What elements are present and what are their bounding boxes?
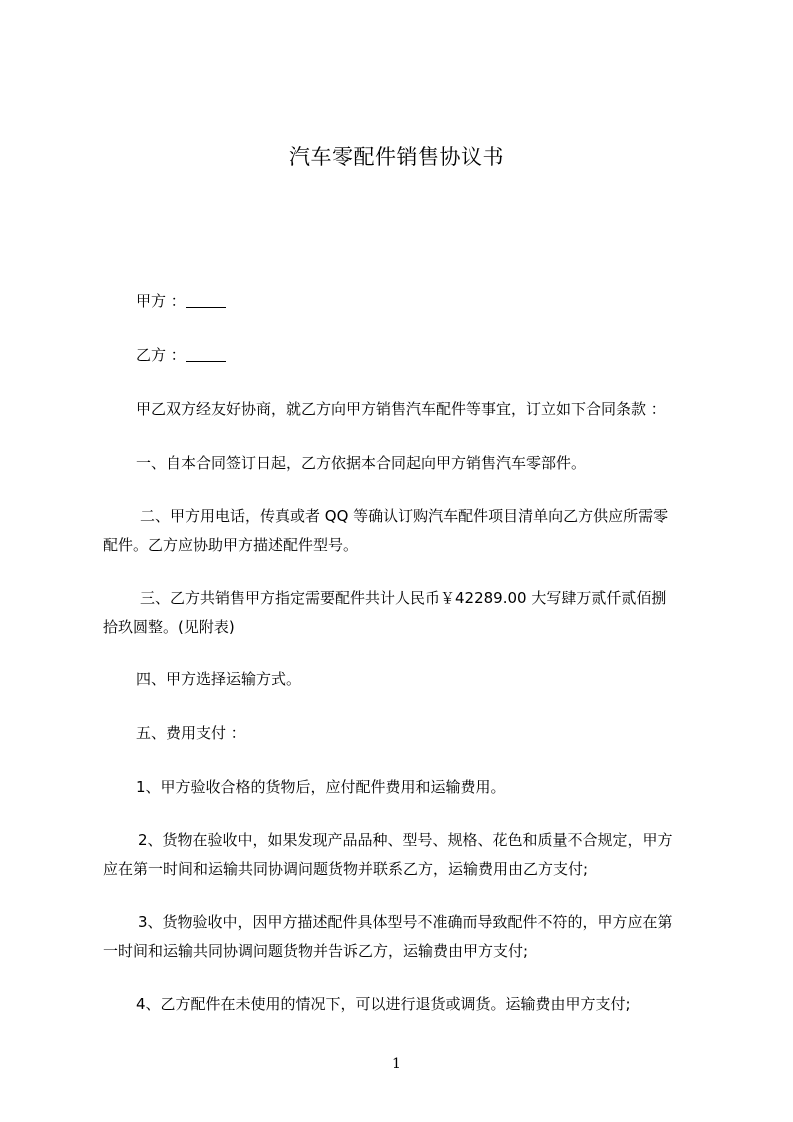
document-title: 汽车零配件销售协议书 (289, 145, 504, 169)
party-b-label: 乙方 ： (136, 346, 186, 364)
party-a-label: 甲方 ： (136, 292, 186, 310)
payment-item-3-line-1: 3、货物验收中，因甲方描述配件具体型号不准确而导致配件不符的，甲方应在第 (138, 913, 673, 931)
payment-item-3-line-2: 一时间和运输共同协调问题货物并告诉乙方，运输费由甲方支付; (103, 942, 529, 960)
clause-1: 一、自本合同签订日起，乙方依据本合同起向甲方销售汽车零部件。 (136, 454, 587, 472)
clause-3-line-1: 三、乙方共销售甲方指定需要配件共计人民币￥42289.00 大写肆万贰仟贰佰捌 (140, 589, 667, 607)
intro-paragraph: 甲乙双方经友好协商，就乙方向甲方销售汽车配件等事宜，订立如下合同条款 ： (136, 400, 666, 418)
payment-item-1: 1、甲方验收合格的货物后，应付配件费用和运输费用。 (136, 778, 506, 796)
party-b-line (136, 340, 226, 370)
party-a-blank (186, 293, 226, 308)
party-b-blank (186, 347, 226, 362)
payment-item-2-line-2: 应在第一时间和运输共同协调问题货物并联系乙方，运输费用由乙方支付; (103, 860, 589, 878)
clause-2-line-2: 配件。乙方应协助甲方描述配件型号。 (103, 536, 359, 554)
clause-2-line-1: 二、甲方用电话，传真或者 QQ 等确认订购汽车配件项目清单向乙方供应所需零 (140, 507, 669, 525)
clause-5: 五、费用支付 ： (136, 724, 246, 742)
payment-item-2-line-1: 2、货物在验收中，如果发现产品品种、型号、规格、花色和质量不合规定，甲方 (138, 831, 673, 849)
clause-3-line-2: 拾玖圆整。(见附表) (103, 618, 235, 636)
party-a-line (136, 286, 226, 316)
payment-item-4: 4、乙方配件在未使用的情况下，可以进行退货或调货。运输费由甲方支付; (136, 995, 631, 1013)
clause-4: 四、甲方选择运输方式。 (136, 670, 302, 688)
page-number: 1 (392, 1056, 401, 1072)
